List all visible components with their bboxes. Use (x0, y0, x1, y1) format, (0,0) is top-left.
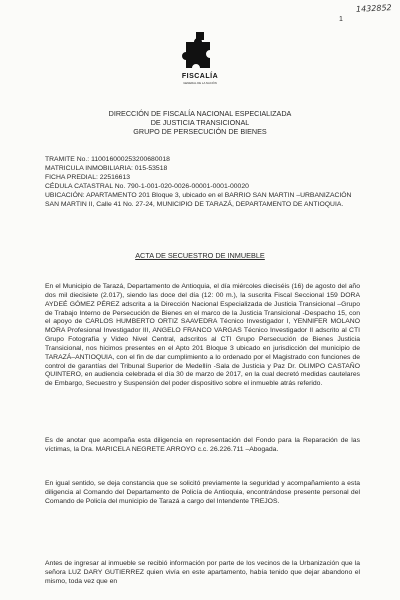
property-location: UBICACIÓN: APARTAMENTO 201 Bloque 3, ubicado en el BARRIO SAN MARTIN –URBANIZACIÓN SAN MARTIN II, Calle 41 No. 27-24, MUNICIPIO DE TARAZÁ, DEPARTAMENTO DE ANTIOQUIA. (45, 191, 352, 208)
property-metadata (45, 156, 365, 209)
office-line-2: DE JUSTICIA TRANSICIONAL (150, 118, 250, 128)
page-number: 1 (339, 16, 343, 23)
office-header (0, 109, 400, 137)
paragraph-police-support: En igual sentido, se deja constancia que se solicitó previamente la seguridad y acompañamiento a esta diligencia al Comando del Departamento de Policía de Antioquia, encontrándose presente personal del Comando de Policía del municipio de Tarazá a cargo del Intendente TREJOS. (45, 480, 360, 505)
tramite-number: TRAMITE No.: 110016000253200680018 (45, 156, 170, 163)
paragraph-representation: Es de anotar que acompaña esta diligencia en representación del Fondo para la Reparación de las víctimas, la Dra. MARICELA NEGRETE ARROYO c.c. 26.226.711 –Abogada. (45, 437, 360, 453)
handwritten-note: 1432852 (355, 3, 392, 14)
logo-subtitle: GENERAL DE LA NACIÓN (183, 81, 217, 85)
paragraph-diligence: En el Municipio de Tarazá, Departamento de Antioquia, el día miércoles dieciséis (16) de agosto del año dos mil diecisiete (2.017), siendo las doce del día (12: 00 m.), la suscrita Fiscal Seccional 159 DORA AYDEÉ GÓMEZ PÉREZ adscrita a la Dirección Nacional Especializada de Justicia Transicional –Grupo de Trabajo Interno de Persecución de Bienes en el marco de la Justicia Transicional -Despacho 15, con el apoyo de CARLOS HUMBERTO ORTIZ SAAVEDRA Técnico Investigador I, YENNIFER MOLANO MORA Profesional Investigador III, ANGELO FRANCO VARGAS Técnico Investigador II adscrito al CTI Grupo Fotografía y Video Nivel Central, adscritos al CTI Grupo Persecución de Bienes Justicia Transicional, nos hicimos presentes en el Apto 201 Bloque 3 ubicado en jurisdicción del municipio de TARAZÁ–ANTIOQUIA, con el fin de dar cumplimiento a lo ordenado por el Magistrado con funciones de control de garantías del Tribunal Superior de Medellín -Sala de Justicia y Paz Dr. OLIMPO CASTAÑO QUINTERO, en audiencia celebrada el día 30 de marzo de 2017, en la cual decretó medidas cautelares de Embargo, Secuestro y Suspensión del poder dispositivo sobre el inmueble atrás referido. (45, 283, 360, 388)
office-line-1: DIRECCIÓN DE FISCALÍA NACIONAL ESPECIALIZADA (108, 109, 292, 118)
fiscalia-logo (168, 32, 232, 85)
ficha-predial: FICHA PREDIAL: 22516613 (45, 173, 131, 181)
logo-name: FISCALÍA (181, 73, 219, 80)
office-line-3: GRUPO DE PERSECUCIÓN DE BIENES (133, 127, 267, 137)
matricula-inmobiliaria: MATRICULA INMOBILIARIA: 015-53518 (45, 164, 168, 172)
paragraph-neighbors-info: Antes de ingresar al inmueble se recibió información por parte de los vecinos de la Urbanización que la señora LUZ DARY GUTIERREZ quien vivía en este apartamento, había tenido que dejar abandono el mismo, toda vez que en (45, 560, 360, 585)
cedula-catastral: CÉDULA CATASTRAL No. 790-1-001-020-0026-00001-0001-00020 (45, 182, 249, 190)
act-title: ACTA DE SECUESTRO DE INMUEBLE (135, 251, 265, 260)
puzzle-logo-icon (182, 32, 218, 72)
